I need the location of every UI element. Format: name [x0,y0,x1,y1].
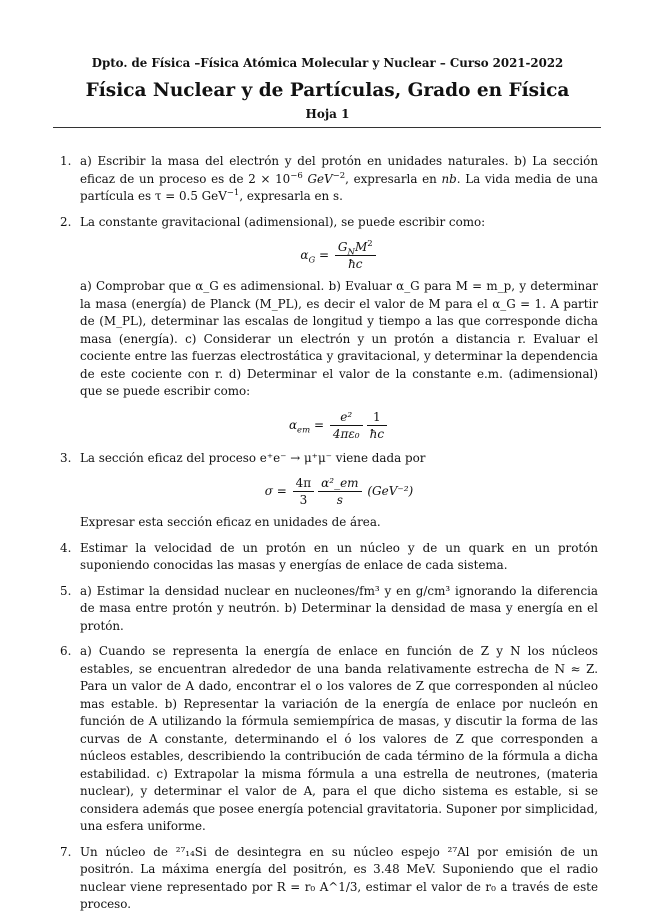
problem-6 [60,643,598,836]
problem-text: a) Estimar la densidad nuclear en nucleones/fm³ y en g/cm³ ignorando la diferencia de masa entre protón y neutrón. b) Determinar la densidad de masa y energía en el protón. [80,583,598,633]
problem-number: 5. [60,583,72,598]
eq-subscript: G [308,255,316,266]
eq-denominator: ħc [348,257,363,271]
problem-text: a) Cuando se representa la energía de enlace en función de Z y N los núcleos estables, se encuentran alrededor de una banda relativamente estrecha de N ≈ Z. Para un valor de A dado, encontrar el o los valores de Z que corresponden al núcleo mas estable. b) Representar la variación de la energía de enlace por nucleón en función de A utilizando la fórmula semiempírica de masas, y discutir la forma de las curvas de A constante, determinando el ó los valores de Z que corresponden a núcleos estables, describiendo la contribución de cada término de la fórmula a dicha estabilidad. c) Extrapolar la misma fórmula a una estrella de neutrones, (materia nuclear), y determinar el valor de A, para el que dicho sistema es estable, si se considera además que posee energía potencial gravitatoria. Suponer por simplicidad, una esfera uniforme. [80,644,598,833]
problem-text: a) Escribir la masa del electrón y del protón en unidades naturales. b) La sección eficaz de un proceso es de 2 × 10 [80,154,598,186]
department-header: Dpto. de Física –Física Atómica Molecular y Nuclear – Curso 2021-2022 [91,56,564,70]
problem-text: , expresarla en s. [239,189,343,203]
eq-denominator: s [336,493,343,507]
header-divider [53,127,601,128]
equation-alpha-em [80,409,598,442]
problem-5 [60,583,598,636]
exponent: 2 [367,239,373,249]
eq-denominator: 3 [299,493,308,507]
exponent: −6 [290,170,303,181]
problem-3 [60,450,598,532]
eq-subscript: N [347,247,355,258]
eq-symbol: σ = [264,484,291,498]
problem-number: 4. [60,540,72,555]
problem-text: , expresarla en [345,171,442,186]
fraction [367,409,387,442]
problem-text: Un núcleo de ²⁷₁₄Si de desintegra en su núcleo espejo ²⁷Al por emisión de un positrón. La máxima energía del positrón, es 3.48 MeV. Suponiendo que el radio nuclear viene representado por R = r₀ A^1/3, estimar el valor de r₀ a través de este proceso. [80,844,598,911]
eq-equals: = [315,248,333,262]
problem-number: 1. [60,154,72,168]
problem-text: . La vida media de una partícula es τ = 0.5 GeV [80,171,598,203]
document-title: Física Nuclear y de Partículas, Grado en Física [85,80,570,101]
fraction [293,475,315,508]
exponent: −1 [226,188,240,199]
problem-intro: La sección eficaz del proceso e⁺e⁻ → μ⁺μ⁻ viene dada por [80,450,426,465]
problem-number: 7. [60,844,72,859]
eq-symbol: α [300,248,309,262]
eq-numerator: G [337,240,348,254]
problem-text: Estimar la velocidad de un protón en un núcleo y de un quark en un protón suponiendo conocidas las masas y energías de enlace de cada sistema. [80,540,598,572]
eq-numerator: e² [340,409,353,424]
eq-numerator: α²_em [321,476,359,490]
sheet-label: Hoja 1 [305,107,350,121]
problem-body: a) Comprobar que α_G es adimensional. b) Evaluar α_G para M = m_p, y determinar la masa (energía) de Planck (M_PL), es decir el valor de M para el α_G = 1. A partir de (M_PL), determinar las escalas de longitud y tiempo a las que corresponde dicha masa (energía). c) Considerar un electrón y un protón a distancia r. Evaluar el cociente entre las fuerzas electrostática y gravitacional, y determinar la dependencia de este cociente con r. d) Determinar el valor de la constante e.m. (adimensional) que se puede escribir como: [80,279,598,398]
eq-denominator: ħc [369,426,385,441]
eq-numerator: 1 [367,409,387,426]
problem-intro: La constante gravitacional (adimensional), se puede escribir como: [80,214,486,229]
exponent: −2 [332,170,346,181]
eq-subscript: em [297,424,311,435]
equation-sigma [80,475,598,508]
eq-units: (GeV⁻²) [363,484,414,498]
fraction [330,409,363,442]
eq-symbol: α [288,417,298,432]
fraction [335,239,376,272]
eq-numerator: 4π [293,475,315,492]
problem-4 [60,540,598,575]
problem-number: 2. [60,214,72,229]
problem-number: 6. [60,644,72,658]
problem-7 [60,844,598,914]
equation-alpha-g [80,239,598,272]
problem-outro: Expresar esta sección eficaz en unidades de área. [80,515,381,529]
eq-numerator: M [354,240,368,254]
problem-number: 3. [60,450,72,465]
problem-2 [60,214,598,442]
problem-1 [60,153,598,206]
eq-equals: = [310,417,328,432]
fraction [318,475,361,508]
unit: nb [441,171,457,186]
problem-list [60,153,598,922]
eq-denominator: 4πε₀ [332,426,360,441]
unit: GeV [302,171,333,186]
